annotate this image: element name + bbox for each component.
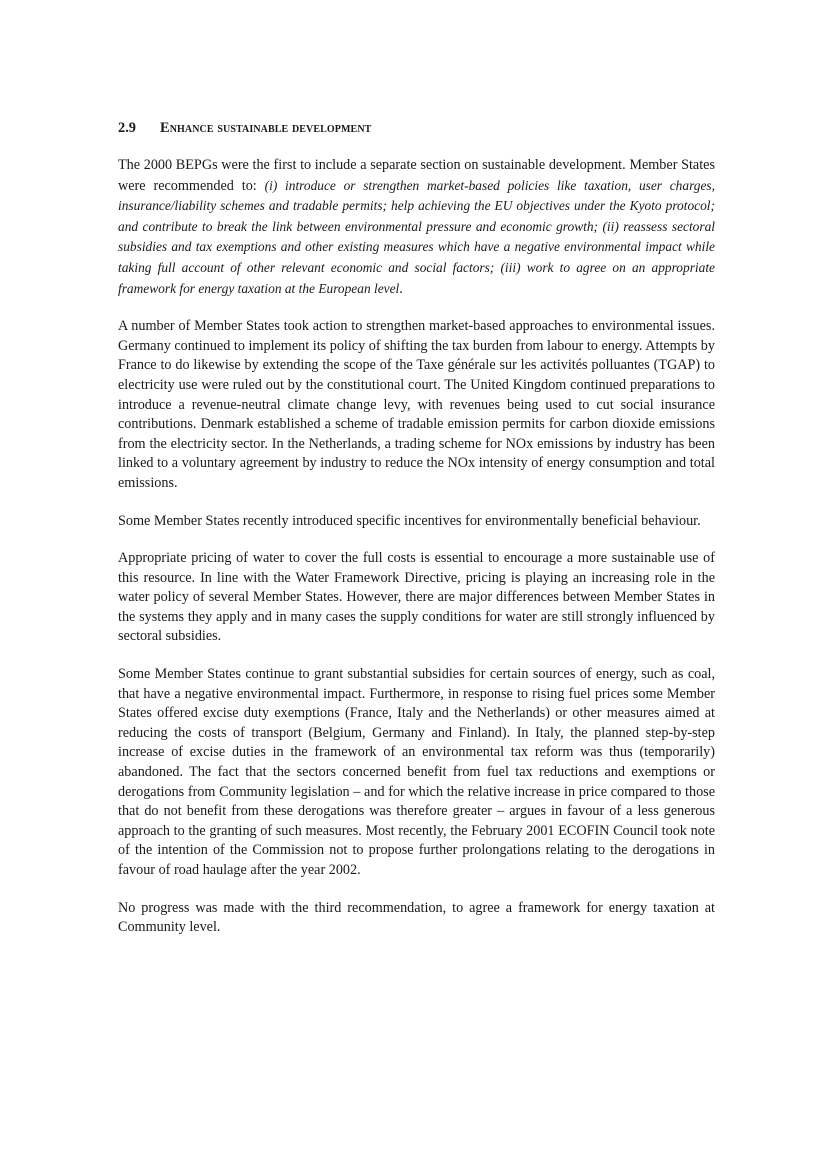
paragraph-water-pricing: Appropriate pricing of water to cover the full costs is essential to encourage a more sustainable use of this resource. In line with the Water Framework Directive, pricing is playing an increasing role in the water policy of several Member States. However, there are major differences between Member States in the systems they apply and in many cases the supply conditions for water are still strongly influenced by sectoral subsidies. [118,550,715,645]
paragraph-intro-text: The 2000 BEPGs were the first to include a separate section on sustainable development. Member States were recommended to: [118,157,715,194]
paragraph-market-based-approaches: A number of Member States took action to strengthen market-based approaches to environmental issues. Germany continued to implement its policy of shifting the tax burden from labour to energy. Attempts by France to do likewise by extending the scope of the Taxe générale sur les activités polluantes (TGAP) to electricity use were ruled out by the constitutional court. The United Kingdom continued preparations to introduce a revenue-neutral climate change levy, with revenues being used to cut social insurance contributions. Denmark established a scheme of tradable emission permits for carbon dioxide emissions from the electricity sector. In the Netherlands, a trading scheme for NOx emissions by industry has been linked to a voluntary agreement by industry to reduce the NOx intensity of energy consumption and total emissions. [118,318,715,491]
paragraph-energy-subsidies: Some Member States continue to grant substantial subsidies for certain sources of energy, such as coal, that have a negative environmental impact. Furthermore, in response to rising fuel prices some Member States offered excise duty exemptions (France, Italy and the Netherlands) or other measures aimed at reducing the costs of transport (Belgium, Germany and Finland). In Italy, the planned step-by-step increase of excise duties in the framework of an environmental tax reform was thus (temporarily) abandoned. The fact that the sectors concerned benefit from fuel tax reductions and exemptions or derogations from Community legislation – and for which the relative increase in price compared to those that do not benefit from these derogations was therefore greater – argues in favour of a less generous approach to the granting of such measures. Most recently, the February 2001 ECOFIN Council took note of the intention of the Commission not to propose further prolongations relating to the derogations in favour of road haulage after the year 2002. [118,666,715,878]
section-title: Enhance sustainable development [160,120,372,136]
recommendations-text: (i) introduce or strengthen market-based policies like taxation, user charges, insurance/liability schemes and tradable permits; help achieving the EU objectives under the Kyoto protocol; and contribute to break the link between environmental pressure and economic growth; (ii) reassess sectoral subsidies and tax exemptions and other existing measures which have a negative environmental impact while taking full account of other relevant economic and social factors; (iii) work to agree on an appropriate framework for energy taxation at the European level [118,177,715,296]
section-number: 2.9 [118,120,136,136]
page-content [118,118,715,938]
paragraph-bepgs-intro [118,156,715,299]
paragraph-specific-incentives: Some Member States recently introduced specific incentives for environmentally beneficial behaviour. [118,512,701,529]
paragraph-energy-taxation-framework: No progress was made with the third recommendation, to agree a framework for energy taxation at Community level. [118,899,715,936]
section-heading [118,118,715,138]
paragraph-end-punctuation: . [399,280,403,297]
